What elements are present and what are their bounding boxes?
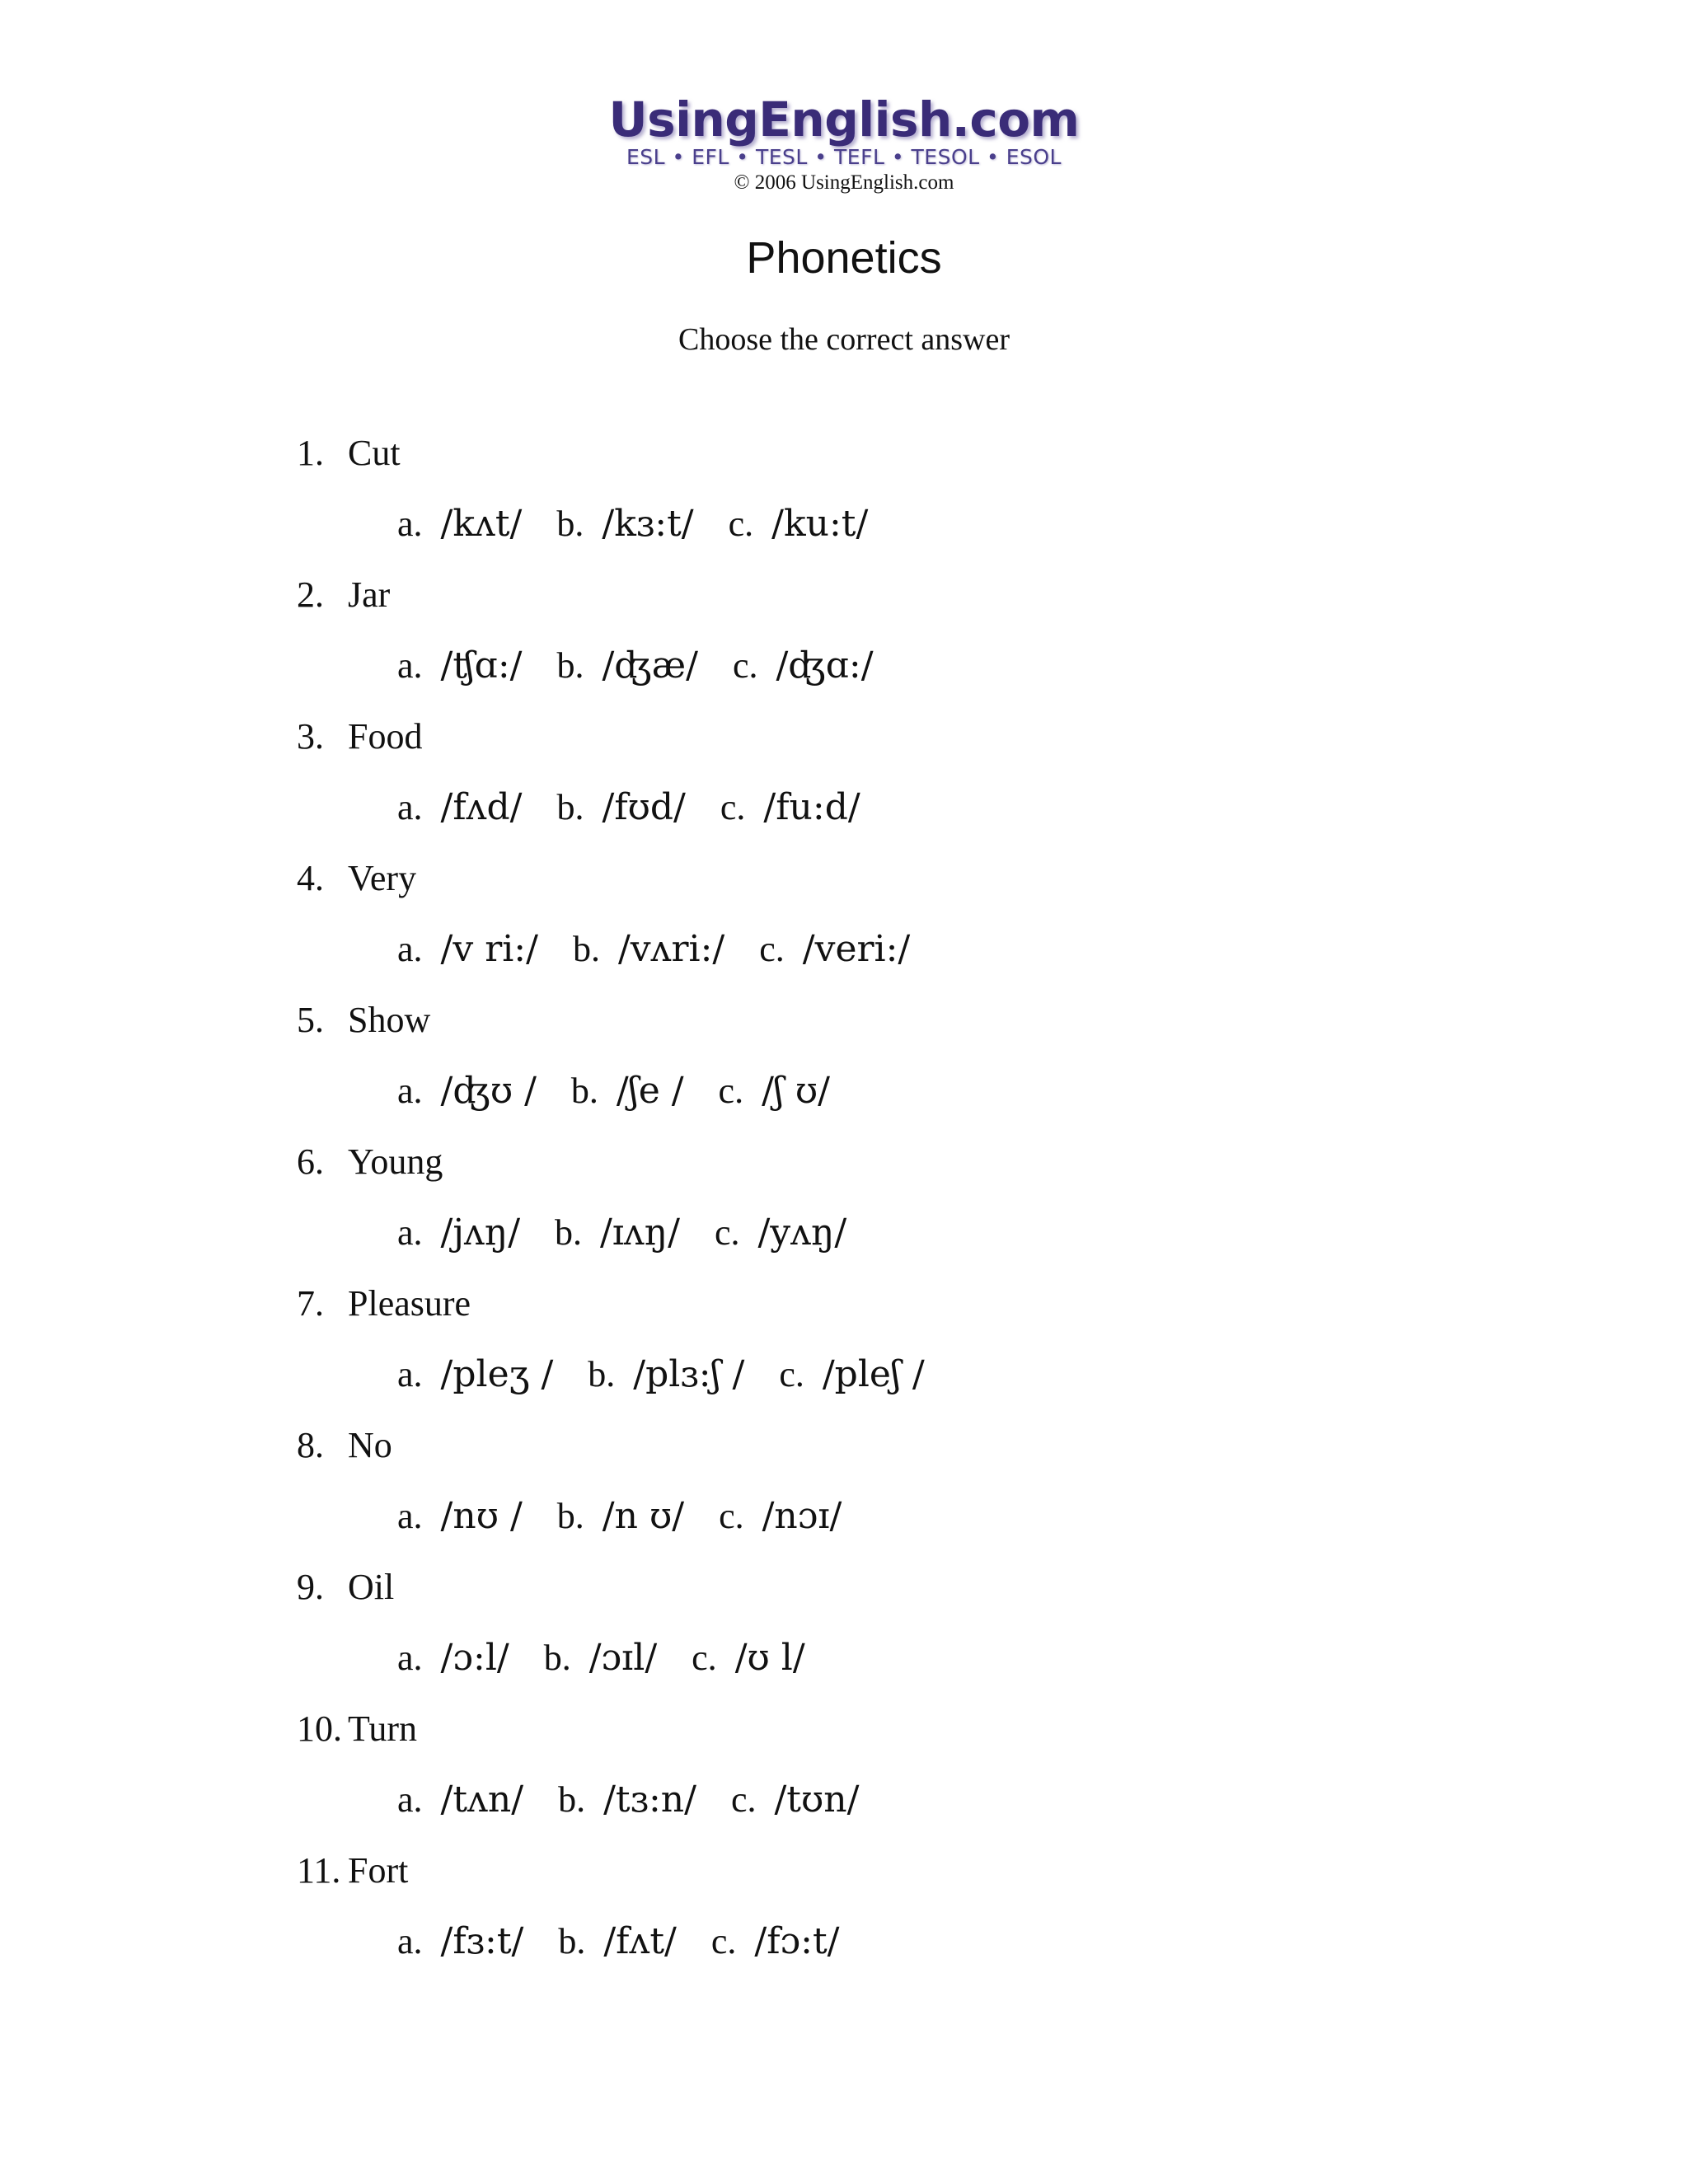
option-letter: b. (556, 1496, 584, 1536)
answer-options (397, 1493, 876, 1540)
option-letter: c. (779, 1354, 804, 1394)
option-transcription: /ʤɑ:/ (776, 644, 874, 687)
option-transcription: /ɔ:l/ (440, 1637, 509, 1679)
question-word: Young (348, 1141, 443, 1182)
answer-option[interactable] (715, 1210, 846, 1256)
option-letter: a. (397, 1071, 423, 1111)
question-item (297, 572, 1533, 714)
option-letter: b. (558, 1779, 586, 1820)
answer-option[interactable] (397, 785, 523, 831)
answer-option[interactable] (588, 1352, 744, 1398)
answer-option[interactable] (397, 1210, 520, 1256)
answer-option[interactable] (397, 1352, 553, 1398)
answer-option[interactable] (711, 1919, 840, 1965)
answer-option[interactable] (573, 926, 724, 972)
question-list (297, 430, 1533, 1990)
question-line (297, 1564, 394, 1610)
option-transcription: /veri:/ (802, 928, 911, 970)
question-line (297, 1706, 417, 1752)
answer-option[interactable] (779, 1352, 924, 1398)
question-word: Very (348, 858, 417, 898)
logo-tagline: ESL • EFL • TESL • TEFL • TESOL • ESOL (626, 145, 1062, 169)
option-letter: a. (397, 1212, 423, 1253)
answer-options (397, 501, 903, 547)
question-line (297, 1422, 392, 1469)
question-item (297, 1706, 1533, 1848)
option-letter: a. (397, 504, 423, 544)
option-letter: c. (692, 1638, 717, 1678)
option-transcription: /vʌri:/ (617, 928, 725, 970)
answer-options (397, 926, 945, 972)
answer-option[interactable] (719, 1068, 830, 1114)
question-word: Jar (348, 574, 391, 615)
option-letter: c. (718, 1071, 744, 1111)
answer-option[interactable] (729, 501, 869, 547)
option-transcription: /ku:t/ (771, 503, 869, 545)
option-transcription: /tɜ:n/ (603, 1779, 696, 1821)
question-word: Oil (348, 1567, 395, 1607)
answer-option[interactable] (544, 1635, 657, 1681)
answer-options (397, 785, 895, 831)
option-transcription: /pleʒ / (440, 1353, 554, 1395)
option-transcription: /plɜ:ʃ / (633, 1353, 745, 1395)
option-transcription: /jʌŋ/ (440, 1212, 521, 1254)
question-number: 1. (297, 433, 324, 473)
question-word: No (348, 1425, 392, 1465)
usingenglish-logo[interactable] (608, 92, 1079, 170)
answer-options (397, 1352, 959, 1398)
answer-option[interactable] (733, 643, 874, 689)
answer-option[interactable] (571, 1068, 684, 1114)
answer-option[interactable] (397, 1068, 537, 1114)
option-letter: c. (719, 1496, 744, 1536)
option-transcription: /ʤæ/ (602, 644, 698, 687)
option-transcription: /ʃ ʊ/ (762, 1070, 830, 1112)
option-letter: a. (397, 1354, 423, 1394)
question-word: Turn (348, 1708, 417, 1749)
page-title: Phonetics (746, 233, 942, 283)
option-transcription: /ʊ l/ (734, 1637, 805, 1679)
question-item (297, 1422, 1533, 1564)
option-letter: c. (714, 1212, 740, 1253)
answer-option[interactable] (759, 926, 910, 972)
option-letter: b. (558, 1921, 586, 1961)
answer-option[interactable] (731, 1777, 859, 1823)
answer-options (397, 1635, 840, 1681)
option-letter: b. (556, 504, 584, 544)
answer-option[interactable] (397, 1635, 509, 1681)
question-item (297, 714, 1533, 855)
question-number: 7. (297, 1283, 324, 1324)
option-letter: b. (555, 1212, 583, 1253)
question-line (297, 430, 401, 476)
option-letter: a. (397, 1779, 423, 1820)
answer-options (397, 1919, 874, 1965)
option-letter: b. (543, 1638, 571, 1678)
question-line (297, 572, 390, 618)
question-number: 6. (297, 1141, 324, 1182)
question-item (297, 1281, 1533, 1422)
option-transcription: /nʊ / (440, 1495, 523, 1537)
option-letter: c. (732, 645, 758, 686)
option-transcription: /kɜ:t/ (602, 503, 694, 545)
answer-option[interactable] (555, 1210, 680, 1256)
option-transcription: /ɔɪl/ (588, 1637, 658, 1679)
option-letter: c. (710, 1921, 737, 1961)
option-letter: b. (570, 1071, 598, 1111)
option-transcription: /ʤʊ / (440, 1070, 537, 1112)
option-letter: a. (397, 645, 423, 686)
question-word: Cut (348, 433, 401, 473)
question-word: Show (348, 1000, 431, 1040)
answer-options (397, 1777, 893, 1823)
option-transcription: /fu:d/ (763, 786, 860, 828)
answer-option[interactable] (556, 501, 693, 547)
option-transcription: /ɪʌŋ/ (600, 1212, 680, 1254)
copyright-notice: © 2006 UsingEnglish.com (734, 171, 954, 194)
option-letter: a. (397, 1638, 423, 1678)
answer-option[interactable] (557, 785, 686, 831)
option-transcription: /yʌŋ/ (757, 1212, 847, 1254)
question-item (297, 1139, 1533, 1281)
option-letter: a. (397, 1496, 423, 1536)
question-number: 5. (297, 1000, 324, 1040)
answer-option[interactable] (692, 1635, 805, 1681)
answer-option[interactable] (558, 1919, 676, 1965)
question-item (297, 1564, 1533, 1706)
option-transcription: /ʃe / (616, 1070, 684, 1112)
answer-option[interactable] (558, 1777, 696, 1823)
question-number: 2. (297, 574, 324, 615)
question-item (297, 855, 1533, 997)
question-number: 8. (297, 1425, 324, 1465)
option-transcription: /fʌd/ (440, 786, 523, 828)
answer-option[interactable] (557, 1493, 684, 1540)
option-transcription: /pleʃ / (822, 1353, 925, 1395)
answer-options (397, 1068, 865, 1114)
question-word: Pleasure (348, 1283, 471, 1324)
question-number: 9. (297, 1567, 324, 1607)
option-transcription: /fʊd/ (602, 786, 686, 828)
question-number: 10. (297, 1708, 342, 1749)
option-letter: c. (728, 504, 754, 544)
option-transcription: /nɔɪ/ (762, 1495, 842, 1537)
option-transcription: /tʌn/ (440, 1779, 524, 1821)
question-item (297, 430, 1533, 572)
option-transcription: /fɜ:t/ (440, 1920, 524, 1962)
question-line (297, 714, 422, 760)
option-transcription: /n ʊ/ (602, 1495, 685, 1537)
logo-wordmark: UsingEnglish.com (608, 91, 1080, 148)
option-letter: c. (720, 787, 746, 827)
option-transcription: /v ri:/ (440, 928, 538, 970)
option-letter: a. (397, 929, 423, 969)
answer-option[interactable] (397, 926, 538, 972)
question-word: Food (348, 716, 423, 757)
answer-option[interactable] (397, 1919, 523, 1965)
question-line (297, 1139, 443, 1185)
question-word: Fort (348, 1850, 409, 1891)
question-number: 11. (297, 1850, 341, 1891)
option-letter: b. (556, 645, 584, 686)
page-header (0, 92, 1688, 196)
answer-option[interactable] (720, 785, 860, 831)
option-transcription: /kʌt/ (440, 503, 523, 545)
question-line (297, 1848, 408, 1894)
option-letter: b. (556, 787, 584, 827)
answer-options (397, 1210, 881, 1256)
option-transcription: /tʊn/ (774, 1779, 860, 1821)
answer-option[interactable] (397, 1493, 523, 1540)
answer-option[interactable] (397, 1777, 523, 1823)
option-transcription: /ʧɑ:/ (440, 644, 523, 687)
question-line (297, 1281, 471, 1327)
option-letter: b. (572, 929, 600, 969)
option-transcription: /fɔ:t/ (754, 1920, 840, 1962)
answer-options (397, 643, 908, 689)
option-letter: a. (397, 787, 423, 827)
option-letter: a. (397, 1921, 423, 1961)
question-number: 4. (297, 858, 324, 898)
question-number: 3. (297, 716, 324, 757)
option-letter: c. (759, 929, 785, 969)
question-line (297, 997, 430, 1043)
answer-option[interactable] (556, 643, 697, 689)
answer-option[interactable] (719, 1493, 842, 1540)
option-transcription: /fʌt/ (603, 1920, 677, 1962)
instructions: Choose the correct answer (678, 322, 1010, 357)
question-item (297, 1848, 1533, 1990)
answer-option[interactable] (397, 501, 522, 547)
answer-option[interactable] (397, 643, 522, 689)
question-item (297, 997, 1533, 1139)
option-letter: c. (730, 1779, 757, 1820)
option-letter: b. (588, 1354, 616, 1394)
question-line (297, 855, 416, 902)
